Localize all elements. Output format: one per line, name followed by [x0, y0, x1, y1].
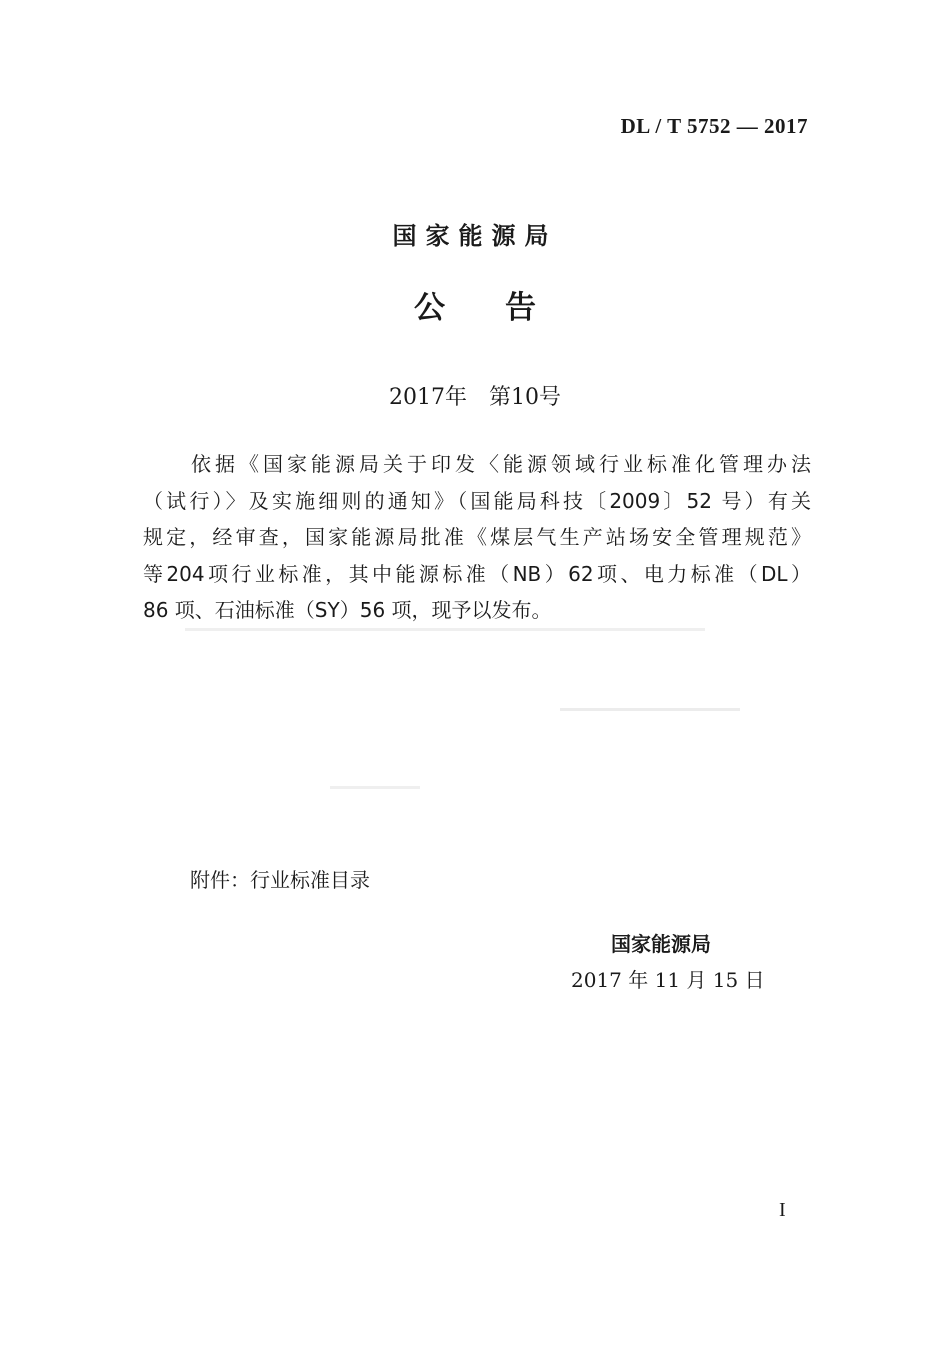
standard-code: DL / T 5752 — 2017	[620, 114, 808, 138]
page-number: I	[779, 1199, 786, 1221]
body-line: 规定，经审查，国家能源局批准《煤层气生产站场安全管理规范》	[143, 525, 811, 549]
scan-artifact	[330, 786, 420, 789]
attachment-note: 附件：行业标准目录	[190, 868, 370, 892]
issuer-heading: 国家能源局	[392, 222, 558, 250]
signature-date: 2017 年 11 月 15 日	[571, 968, 765, 992]
signature-organization: 国家能源局	[611, 932, 711, 956]
body-line: 86 项、石油标准（SY）56 项，现予以发布。	[143, 598, 552, 622]
announcement-number: 2017年 第10号	[389, 385, 561, 410]
scan-artifact	[560, 708, 740, 711]
body-line: 依据《国家能源局关于印发〈能源领域行业标准化管理办法	[191, 452, 811, 476]
document-title: 公告	[414, 290, 596, 326]
scan-artifact	[185, 628, 705, 631]
body-paragraph	[143, 446, 811, 629]
body-line: 等204项行业标准，其中能源标准（NB）62项、电力标准（DL）	[143, 561, 811, 586]
body-line: （试行）〉及实施细则的通知》（国能局科技〔2009〕52 号）有关	[143, 488, 811, 513]
